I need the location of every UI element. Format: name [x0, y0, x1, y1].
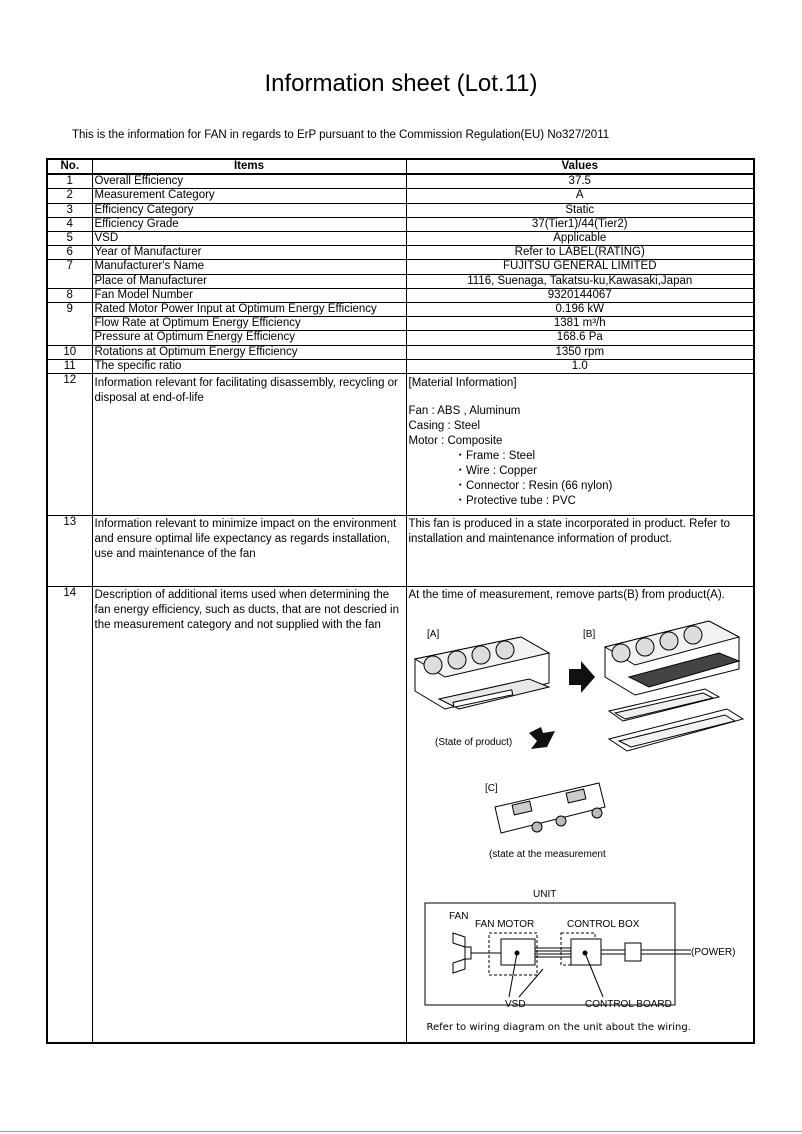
- row-no: 12: [47, 374, 92, 516]
- row-no: 14: [47, 587, 92, 1043]
- fan-label: FAN: [448, 911, 468, 923]
- row-no: 2: [47, 189, 92, 203]
- table-row: [47, 203, 754, 217]
- row-value: This fan is produced in a state incorporated in product. Refer to installation and maintenance information of product.: [406, 516, 754, 587]
- material-heading: [Material Information]: [408, 377, 517, 390]
- row-value: 1116, Suenaga, Takatsu-ku,Kawasaki,Japan: [406, 274, 754, 288]
- material-sub: ・Wire : Copper: [454, 465, 537, 478]
- page-bottom-line: [0, 1131, 802, 1132]
- material-info: [406, 374, 754, 516]
- row-item: Efficiency Grade: [92, 217, 406, 231]
- row-no: 10: [47, 345, 92, 359]
- row-value: 0.196 kW: [406, 303, 754, 317]
- fan-icon: [453, 933, 471, 973]
- table-row: [47, 317, 754, 331]
- row-item: Information relevant to minimize impact on the environment and ensure optimal life expectancy as regards installation, use and maintenance of the fan: [92, 516, 406, 587]
- table-row-12: [47, 374, 754, 516]
- row-item: Fan Model Number: [92, 288, 406, 302]
- header-no: No.: [47, 159, 92, 174]
- table-row: [47, 232, 754, 246]
- table-row: [47, 260, 754, 274]
- arrow-right-icon: [569, 661, 595, 693]
- material-line: Fan : ABS , Aluminum: [408, 405, 521, 418]
- row-item: Overall Efficiency: [92, 174, 406, 189]
- page-title: Information sheet (Lot.11): [264, 70, 538, 97]
- row-item: Rated Motor Power Input at Optimum Energy Efficiency: [92, 303, 406, 317]
- table-row: [47, 303, 754, 317]
- unit-label: UNIT: [532, 889, 556, 901]
- control-board-label: CONTROL BOARD: [584, 999, 672, 1011]
- row-item: Pressure at Optimum Energy Efficiency: [92, 331, 406, 345]
- row-value: A: [406, 189, 754, 203]
- state-measure-label: (state at the measurement: [488, 849, 606, 861]
- table-row: [47, 331, 754, 345]
- row-value-figure: [406, 587, 754, 1043]
- state-product-label: (State of product): [434, 737, 512, 749]
- material-line: Motor : Composite: [408, 435, 503, 448]
- row-item: Flow Rate at Optimum Energy Efficiency: [92, 317, 406, 331]
- table-row: [47, 174, 754, 189]
- row-item: The specific ratio: [92, 359, 406, 373]
- row-value: 37.5: [406, 174, 754, 189]
- table-row: [47, 217, 754, 231]
- row-no: 3: [47, 203, 92, 217]
- row-no: 1: [47, 174, 92, 189]
- measurement-figure: [409, 603, 753, 1023]
- row-value: 1.0: [406, 359, 754, 373]
- row-no: 9: [47, 303, 92, 346]
- row-item: Description of additional items used when determining the fan energy efficiency, such as ducts, that are not descried in the measurement category and not supplied with the fan: [92, 587, 406, 1043]
- table-row: [47, 246, 754, 260]
- table-row-13: [47, 516, 754, 587]
- material-sub: ・Connector : Resin (66 nylon): [454, 480, 613, 493]
- unit-b-drawing: [605, 621, 743, 751]
- row-no: 5: [47, 232, 92, 246]
- table-header-row: [47, 159, 754, 174]
- control-box-label: CONTROL BOX: [566, 919, 639, 931]
- header-values: Values: [406, 159, 754, 174]
- row-item: VSD: [92, 232, 406, 246]
- row-no: 7: [47, 260, 92, 288]
- row-no: 8: [47, 288, 92, 302]
- row-value: Applicable: [406, 232, 754, 246]
- vsd-label: VSD: [504, 999, 526, 1011]
- row-value: 1350 rpm: [406, 345, 754, 359]
- row-item: Information relevant for facilitating disassembly, recycling or disposal at end-of-life: [92, 374, 406, 516]
- row-value: At the time of measurement, remove parts(B) from product(A).: [408, 589, 725, 602]
- material-sub: ・Protective tube : PVC: [454, 495, 576, 508]
- table-row: [47, 189, 754, 203]
- row-item: Measurement Category: [92, 189, 406, 203]
- row-item: Year of Manufacturer: [92, 246, 406, 260]
- row-item: Manufacturer's Name: [92, 260, 406, 274]
- power-label: (POWER): [690, 947, 735, 959]
- row-value: Refer to LABEL(RATING): [406, 246, 754, 260]
- row-value: FUJITSU GENERAL LIMITED: [406, 260, 754, 274]
- table-row-14: [47, 587, 754, 1043]
- wiring-note: Refer to wiring diagram on the unit about the wiring.: [426, 1022, 691, 1034]
- table-row: [47, 274, 754, 288]
- table-row: [47, 359, 754, 373]
- info-table: [46, 158, 755, 1044]
- label-c: [C]: [484, 783, 498, 795]
- row-item: Efficiency Category: [92, 203, 406, 217]
- arrow-down-icon: [529, 727, 555, 749]
- row-item: Place of Manufacturer: [92, 274, 406, 288]
- unit-c-drawing: [495, 783, 605, 833]
- label-a: [A]: [426, 629, 439, 641]
- row-value: 37(Tier1)/44(Tier2): [406, 217, 754, 231]
- row-value: 168.6 Pa: [406, 331, 754, 345]
- intro-text: This is the information for FAN in regards to ErP pursuant to the Commission Regulation(EU) No327/2011: [72, 129, 610, 141]
- row-no: 11: [47, 359, 92, 373]
- row-item: Rotations at Optimum Energy Efficiency: [92, 345, 406, 359]
- unit-a-drawing: [415, 637, 549, 709]
- material-sub: ・Frame : Steel: [454, 450, 536, 463]
- row-no: 13: [47, 516, 92, 587]
- table-row: [47, 288, 754, 302]
- row-value: Static: [406, 203, 754, 217]
- material-line: Casing : Steel: [408, 420, 481, 433]
- fan-motor-label: FAN MOTOR: [474, 919, 534, 931]
- row-no: 6: [47, 246, 92, 260]
- row-value: 1381 m³/h: [406, 317, 754, 331]
- table-row: [47, 345, 754, 359]
- row-value: 9320144067: [406, 288, 754, 302]
- row-no: 4: [47, 217, 92, 231]
- header-items: Items: [92, 159, 406, 174]
- label-b: [B]: [582, 629, 595, 641]
